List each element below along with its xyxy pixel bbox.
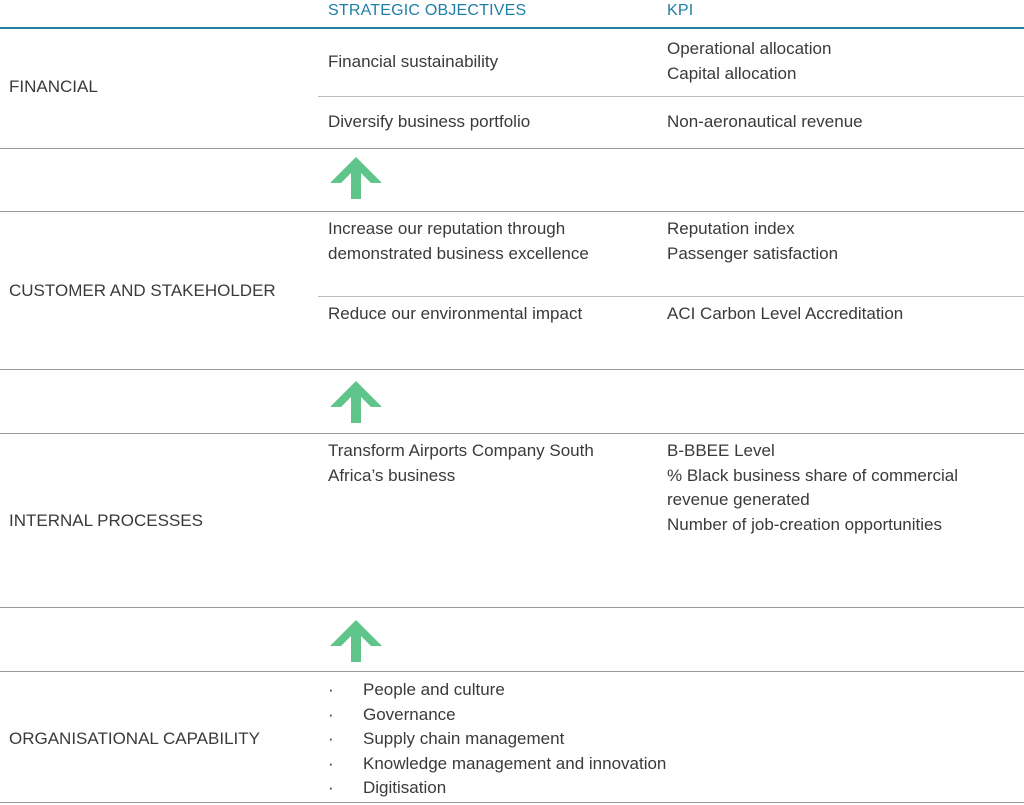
row-divider — [318, 296, 1024, 297]
objective-line: Transform Airports Company South — [328, 441, 594, 460]
section-divider — [0, 607, 1024, 608]
capability-label: People and culture — [363, 680, 505, 699]
up-arrow-icon — [329, 618, 383, 662]
kpi-line: Operational allocation — [667, 39, 832, 58]
perspective-customer-stakeholder: CUSTOMER AND STAKEHOLDER — [9, 281, 276, 300]
kpi-line: B-BBEE Level — [667, 441, 775, 460]
kpi-line: revenue generated — [667, 490, 810, 509]
kpi-line: Number of job-creation opportunities — [667, 514, 942, 534]
list-item — [328, 752, 666, 777]
kpi-non-aeronautical-revenue: Non-aeronautical revenue — [667, 112, 863, 131]
kpi-line: % Black business share of commercial — [667, 465, 959, 485]
list-item — [328, 727, 666, 752]
kpi-reputation — [667, 217, 838, 266]
bullet: · — [328, 729, 334, 748]
bullet: · — [328, 680, 334, 699]
bullet: · — [328, 753, 334, 773]
perspective-financial: FINANCIAL — [9, 77, 98, 96]
header-strategic-objectives: STRATEGIC OBJECTIVES — [328, 2, 527, 19]
objective-line: Increase our reputation through — [328, 219, 566, 238]
header-kpi: KPI — [667, 2, 694, 19]
section-divider — [0, 369, 1024, 370]
up-arrow-icon — [329, 379, 383, 423]
section-divider — [0, 671, 1024, 672]
objective-diversify-portfolio: Diversify business portfolio — [328, 112, 531, 131]
up-arrow-icon — [329, 155, 383, 199]
section-divider — [0, 148, 1024, 149]
objective-line: Africa’s business — [328, 465, 456, 485]
objective-financial-sustainability: Financial sustainability — [328, 52, 499, 71]
section-divider — [0, 802, 1024, 803]
objective-environmental-impact: Reduce our environmental impact — [328, 304, 583, 323]
bullet: · — [328, 778, 334, 797]
kpi-line: Passenger satisfaction — [667, 243, 839, 263]
bullet: · — [328, 704, 334, 724]
list-item — [328, 678, 666, 703]
objective-line: demonstrated business excellence — [328, 243, 589, 263]
kpi-bbbee — [667, 439, 958, 537]
row-divider — [318, 96, 1024, 97]
header-divider — [0, 27, 1024, 29]
kpi-aci-carbon: ACI Carbon Level Accreditation — [667, 304, 904, 323]
section-divider — [0, 211, 1024, 212]
perspective-internal-processes: INTERNAL PROCESSES — [9, 511, 203, 530]
kpi-financial-sustainability — [667, 37, 831, 86]
objective-increase-reputation — [328, 217, 589, 266]
list-item — [328, 703, 666, 728]
list-item — [328, 776, 666, 801]
capability-label: Digitisation — [363, 778, 447, 797]
perspective-organisational-capability: ORGANISATIONAL CAPABILITY — [9, 729, 260, 748]
objective-transform — [328, 439, 594, 488]
kpi-line: Reputation index — [667, 219, 795, 238]
capability-label: Knowledge management and innovation — [363, 753, 667, 773]
capability-list — [328, 678, 666, 801]
section-divider — [0, 433, 1024, 434]
kpi-line: Capital allocation — [667, 63, 797, 83]
capability-label: Supply chain management — [363, 729, 565, 748]
capability-label: Governance — [363, 704, 456, 724]
